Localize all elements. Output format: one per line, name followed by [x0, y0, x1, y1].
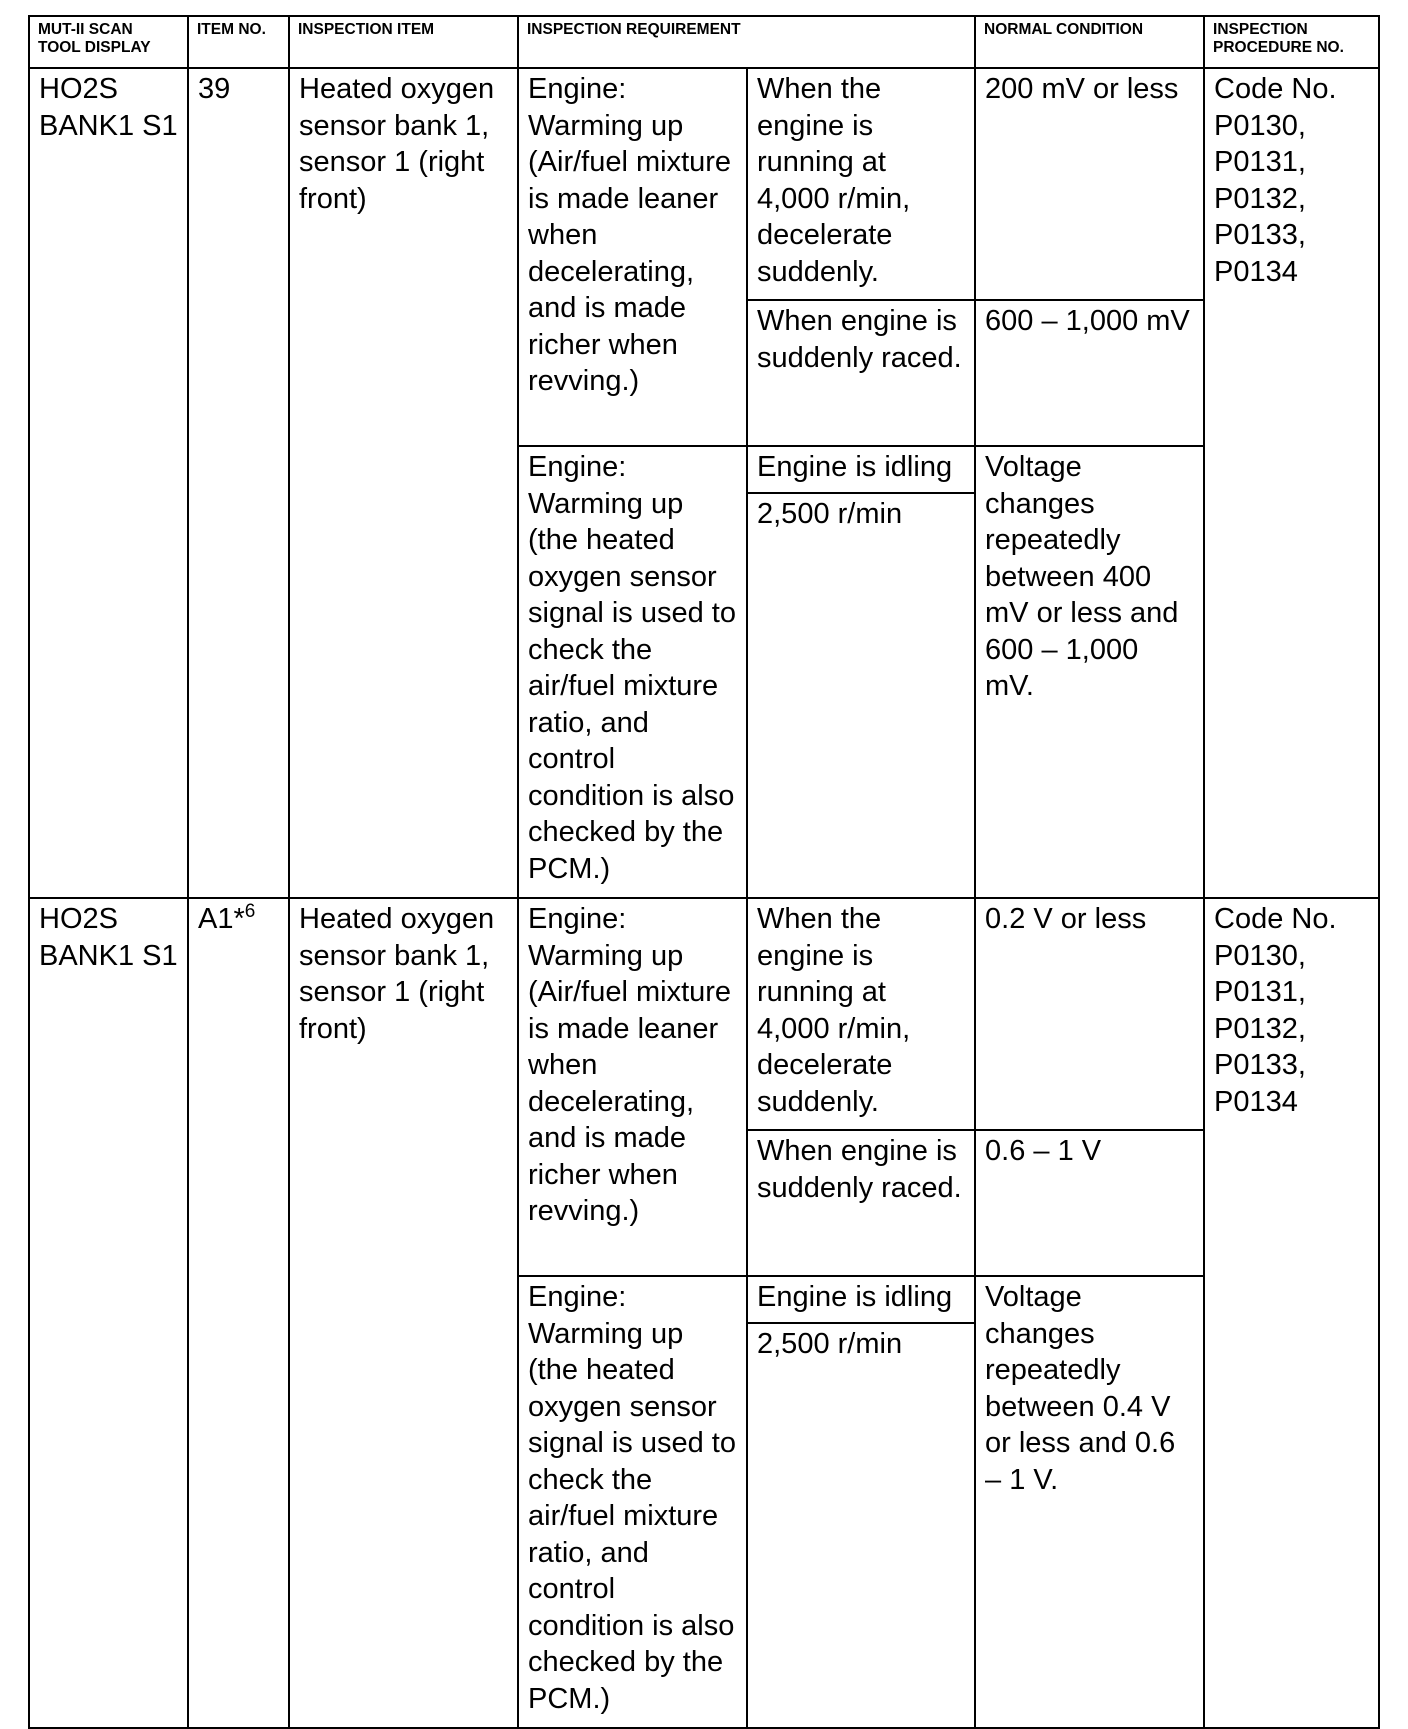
item-no-text: A1*: [198, 903, 245, 935]
requirement-cell: Engine: Warming up (the heated oxygen sensor signal is used to check the air/fuel mixture ratio, and control condition is also checked by the PCM.): [518, 446, 747, 898]
header-inspection-requirement: INSPECTION REQUIREMENT: [518, 16, 975, 68]
header-item-no: ITEM NO.: [188, 16, 289, 68]
condition-cell: When the engine is running at 4,000 r/min, decelerate suddenly.: [747, 898, 975, 1130]
requirement-cell: Engine: Warming up (the heated oxygen sensor signal is used to check the air/fuel mixture ratio, and control condition is also checked by the PCM.): [518, 1276, 747, 1728]
normal-condition-cell: Voltage changes repeatedly between 400 mV or less and 600 – 1,000 mV.: [975, 446, 1204, 898]
normal-condition-cell: 600 – 1,000 mV: [975, 300, 1204, 446]
inspection-item-cell: Heated oxygen sensor bank 1, sensor 1 (right front): [289, 898, 518, 1728]
header-normal-condition: NORMAL CONDITION: [975, 16, 1204, 68]
header-display: MUT-II SCAN TOOL DISPLAY: [29, 16, 188, 68]
item-no-cell: [188, 898, 289, 1728]
header-procedure-no: INSPECTION PROCEDURE NO.: [1204, 16, 1379, 68]
inspection-table: [28, 15, 1380, 1729]
condition-cell: 2,500 r/min: [747, 1323, 975, 1728]
item-no-cell: [188, 68, 289, 898]
header-inspection-item: INSPECTION ITEM: [289, 16, 518, 68]
item-no-superscript: 6: [244, 901, 256, 922]
inspection-item-cell: Heated oxygen sensor bank 1, sensor 1 (right front): [289, 68, 518, 898]
display-cell: HO2S BANK1 S1: [29, 898, 188, 1728]
table-row: [29, 68, 1379, 300]
header-row: [29, 16, 1379, 68]
normal-condition-cell: Voltage changes repeatedly between 0.4 V or less and 0.6 – 1 V.: [975, 1276, 1204, 1728]
normal-condition-cell: 200 mV or less: [975, 68, 1204, 300]
requirement-cell: Engine: Warming up (Air/fuel mixture is made leaner when decelerating, and is made richer when revving.): [518, 898, 747, 1276]
item-no-text: 39: [198, 73, 231, 105]
procedure-cell: Code No. P0130, P0131, P0132, P0133, P0134: [1204, 898, 1379, 1728]
table-row: [29, 898, 1379, 1130]
condition-cell: When engine is suddenly raced.: [747, 300, 975, 446]
requirement-cell: Engine: Warming up (Air/fuel mixture is made leaner when decelerating, and is made richer when revving.): [518, 68, 747, 446]
condition-cell: When engine is suddenly raced.: [747, 1130, 975, 1276]
normal-condition-cell: 0.6 – 1 V: [975, 1130, 1204, 1276]
procedure-cell: Code No. P0130, P0131, P0132, P0133, P0134: [1204, 68, 1379, 898]
display-cell: HO2S BANK1 S1: [29, 68, 188, 898]
condition-cell: Engine is idling: [747, 446, 975, 493]
condition-cell: When the engine is running at 4,000 r/min, decelerate suddenly.: [747, 68, 975, 300]
normal-condition-cell: 0.2 V or less: [975, 898, 1204, 1130]
condition-cell: 2,500 r/min: [747, 493, 975, 898]
condition-cell: Engine is idling: [747, 1276, 975, 1323]
